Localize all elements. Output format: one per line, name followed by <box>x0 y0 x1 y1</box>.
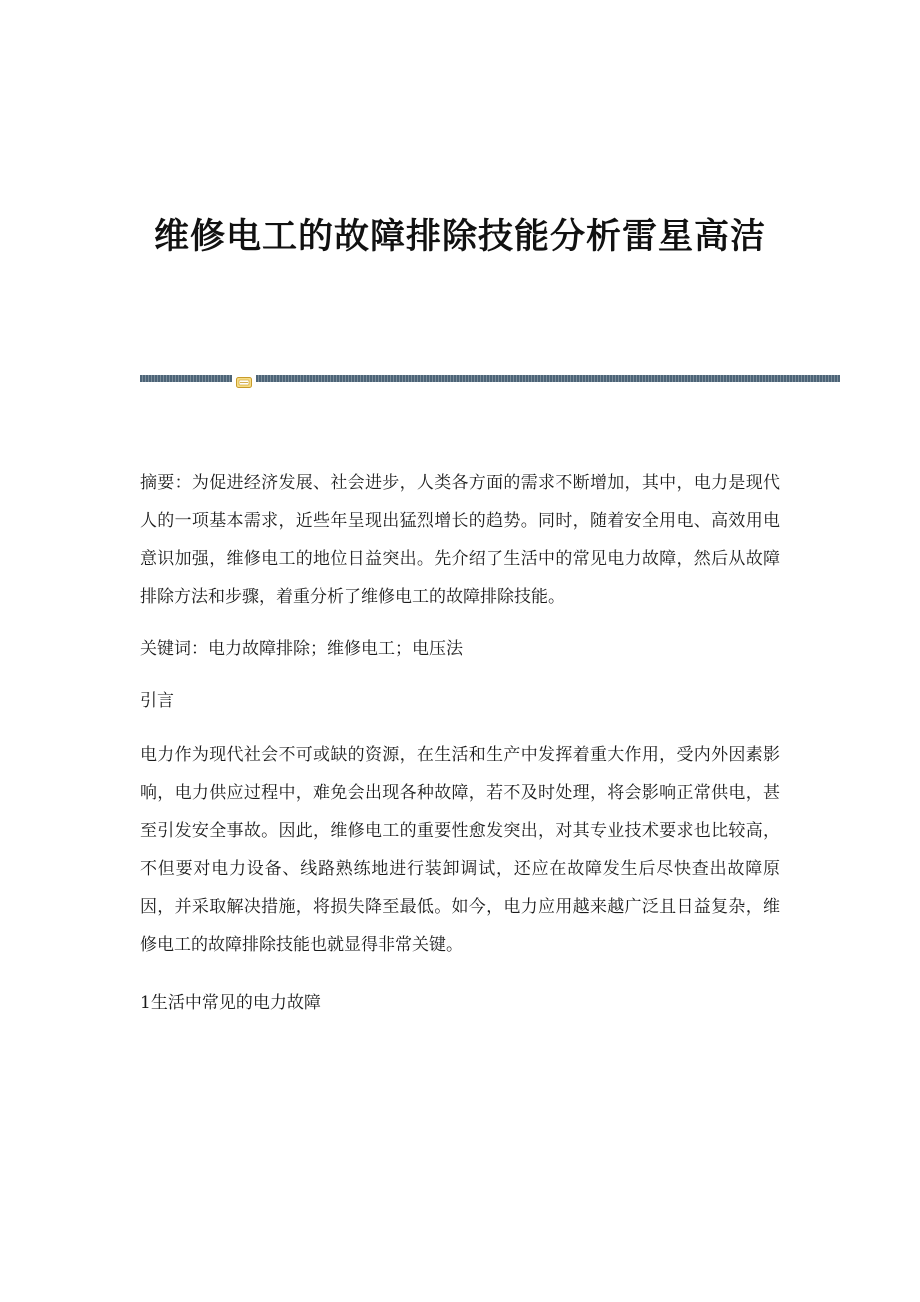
title-divider <box>140 373 840 383</box>
keywords-line: 关键词：电力故障排除；维修电工；电压法 <box>140 639 463 659</box>
intro-heading: 引言 <box>140 691 174 711</box>
divider-bar-left <box>140 375 232 382</box>
document-body <box>140 464 780 1022</box>
decorative-ornament-icon <box>236 373 252 384</box>
abstract-paragraph: 摘要：为促进经济发展、社会进步，人类各方面的需求不断增加，其中，电力是现代人的一项基本需求，近些年呈现出猛烈增长的趋势。同时，随着安全用电、高效用电意识加强，维修电工的地位日益突出。先介绍了生活中的常见电力故障，然后从故障排除方法和步骤，着重分析了维修电工的故障排除技能。 <box>140 473 780 607</box>
divider-bar-right <box>256 375 840 382</box>
intro-paragraph: 电力作为现代社会不可或缺的资源，在生活和生产中发挥着重大作用，受内外因素影响，电力供应过程中，难免会出现各种故障，若不及时处理，将会影响正常供电，甚至引发安全事故。因此，维修电工的重要性愈发突出，对其专业技术要求也比较高，不但要对电力设备、线路熟练地进行装卸调试，还应在故障发生后尽快查出故障原因，并采取解决措施，将损失降至最低。如今，电力应用越来越广泛且日益复杂，维修电工的故障排除技能也就显得非常关键。 <box>140 745 780 955</box>
section-heading: 1生活中常见的电力故障 <box>140 993 321 1013</box>
page-title: 维修电工的故障排除技能分析雷星高洁 <box>153 216 766 257</box>
